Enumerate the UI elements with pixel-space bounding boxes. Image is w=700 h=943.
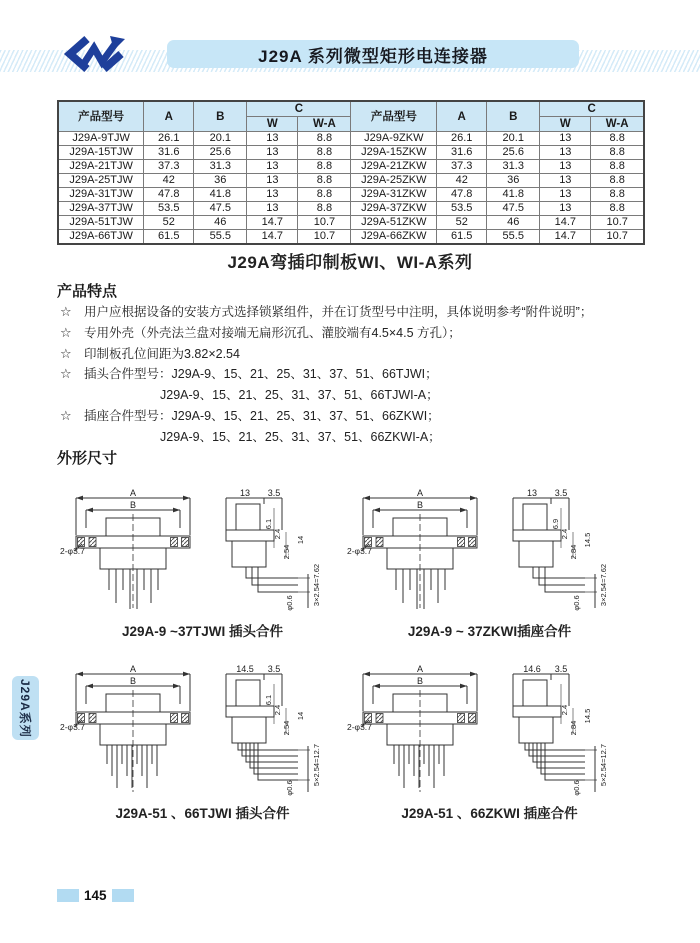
col-header-a: A bbox=[437, 101, 487, 132]
drawing-caption: J29A-51 、66TJWI 插头合件 bbox=[115, 806, 290, 821]
feature-item bbox=[60, 323, 660, 344]
table-row bbox=[58, 174, 644, 188]
drawing-zkwi-51-66 bbox=[347, 664, 632, 822]
cell: 8.8 bbox=[298, 160, 351, 174]
dimension-table-wrap bbox=[57, 100, 645, 245]
dim-s3-label: 2.84 bbox=[569, 720, 578, 736]
cell: 46 bbox=[194, 216, 247, 230]
feature-item bbox=[60, 302, 660, 323]
features-list bbox=[60, 302, 660, 448]
dim-top2-label: 3.5 bbox=[554, 664, 568, 674]
features-heading: 产品特点 bbox=[57, 283, 118, 300]
outline-dimensions-heading: 外形尺寸 bbox=[57, 450, 118, 467]
dim-hole-label: 2-φ3.7 bbox=[347, 546, 372, 556]
cell: 8.8 bbox=[298, 132, 351, 146]
star-bullet-icon: ☆ bbox=[60, 324, 72, 340]
cell: 8.8 bbox=[298, 202, 351, 216]
col-header-b: B bbox=[194, 101, 247, 132]
cell: 14.7 bbox=[247, 230, 298, 245]
dim-b-label: B bbox=[416, 676, 424, 686]
cell: 13 bbox=[247, 188, 298, 202]
cell: 8.8 bbox=[591, 188, 644, 202]
cell: J29A-9TJW bbox=[58, 132, 144, 146]
cell: J29A-15TJW bbox=[58, 146, 144, 160]
dim-top1-label: 14.6 bbox=[523, 664, 541, 674]
page-title-banner bbox=[167, 40, 579, 68]
dim-pin-label: φ0.6 bbox=[572, 595, 581, 611]
connector-outline-drawing bbox=[60, 488, 345, 616]
drawing-caption: J29A-9 ~ 37ZKWI插座合件 bbox=[407, 624, 572, 639]
cell: 14.7 bbox=[247, 216, 298, 230]
connector-outline-drawing bbox=[347, 664, 632, 798]
dim-a-label: A bbox=[416, 488, 424, 498]
cell: 52 bbox=[144, 216, 194, 230]
cell: 13 bbox=[540, 160, 591, 174]
dim-pitch-label: 5×2.54=12.7 bbox=[312, 743, 321, 787]
dim-top2-label: 3.5 bbox=[554, 488, 568, 498]
page-number: 145 bbox=[84, 888, 107, 903]
table-row bbox=[58, 230, 644, 245]
cell: 8.8 bbox=[591, 132, 644, 146]
dim-top2-label: 3.5 bbox=[267, 664, 281, 674]
page-number-block bbox=[57, 888, 134, 903]
cell: J29A-37TJW bbox=[58, 202, 144, 216]
dim-s3-label: 2.54 bbox=[282, 720, 291, 736]
cell: 31.6 bbox=[144, 146, 194, 160]
cell: 10.7 bbox=[298, 230, 351, 245]
table-row bbox=[58, 132, 644, 146]
cell: 13 bbox=[540, 146, 591, 160]
dim-s1-label: 6.1 bbox=[264, 518, 273, 530]
cell: 31.3 bbox=[194, 160, 247, 174]
dim-s2-label: 2.4 bbox=[560, 704, 569, 716]
col-header-a: A bbox=[144, 101, 194, 132]
cell: 55.5 bbox=[487, 230, 540, 245]
cell: 52 bbox=[437, 216, 487, 230]
cell: 31.6 bbox=[437, 146, 487, 160]
dim-a-label: A bbox=[129, 664, 137, 674]
dim-s4-label: 14 bbox=[296, 535, 305, 545]
cell: 47.5 bbox=[194, 202, 247, 216]
table-row bbox=[58, 216, 644, 230]
dim-b-label: B bbox=[416, 500, 424, 510]
cell: 41.8 bbox=[194, 188, 247, 202]
cell: 31.3 bbox=[487, 160, 540, 174]
col-header-wa: W-A bbox=[298, 117, 351, 132]
feature-text: J29A-9、15、21、25、31、37、51、66TJWI-A； bbox=[160, 388, 439, 403]
cell: 20.1 bbox=[194, 132, 247, 146]
feature-item bbox=[60, 364, 660, 385]
series-side-tab bbox=[12, 676, 39, 740]
cell: 13 bbox=[247, 132, 298, 146]
drawing-caption: J29A-51 、66ZKWI 插座合件 bbox=[401, 806, 578, 821]
cell: 26.1 bbox=[437, 132, 487, 146]
drawing-tjwi-51-66 bbox=[60, 664, 345, 822]
table-row bbox=[58, 146, 644, 160]
connector-outline-drawing bbox=[347, 488, 632, 616]
cell: 36 bbox=[487, 174, 540, 188]
feature-item-continuation bbox=[60, 427, 660, 448]
table-row bbox=[58, 160, 644, 174]
cell: 13 bbox=[247, 174, 298, 188]
cell: 25.6 bbox=[487, 146, 540, 160]
dim-top1-label: 13 bbox=[239, 488, 251, 498]
cell: 53.5 bbox=[437, 202, 487, 216]
dim-s4-label: 14.5 bbox=[583, 532, 592, 548]
col-header-c: C bbox=[540, 101, 644, 117]
dim-pin-label: φ0.6 bbox=[285, 780, 294, 796]
cell: 46 bbox=[487, 216, 540, 230]
cell: J29A-15ZKW bbox=[351, 146, 437, 160]
dim-pitch-label: 5×2.54=12.7 bbox=[599, 743, 608, 787]
page-number-left-bar bbox=[57, 889, 79, 902]
cell: 13 bbox=[247, 202, 298, 216]
cell: J29A-25ZKW bbox=[351, 174, 437, 188]
dim-s2-label: 2.4 bbox=[273, 704, 282, 716]
dim-s1-label: 6.9 bbox=[551, 518, 560, 530]
table-row bbox=[58, 202, 644, 216]
cell: 14.7 bbox=[540, 230, 591, 245]
feature-text: 插头合件型号：J29A-9、15、21、25、31、37、51、66TJWI； bbox=[84, 367, 438, 382]
cell: 14.7 bbox=[540, 216, 591, 230]
table-header-row bbox=[58, 101, 644, 117]
feature-text: 印制板孔位间距为3.82×2.54 bbox=[84, 346, 240, 361]
feature-text: 插座合件型号：J29A-9、15、21、25、31、37、51、66ZKWI； bbox=[84, 408, 440, 423]
cell: 10.7 bbox=[591, 216, 644, 230]
feature-text: 用户应根据设备的安装方式选择锁紧组件，并在订货型号中注明，具体说明参考“附件说明”； bbox=[84, 305, 593, 319]
cell: 8.8 bbox=[591, 202, 644, 216]
dim-s3-label: 2.84 bbox=[569, 544, 578, 560]
cell: 53.5 bbox=[144, 202, 194, 216]
page-number-right-bar bbox=[112, 889, 134, 902]
cell: 10.7 bbox=[298, 216, 351, 230]
dim-a-label: A bbox=[416, 664, 424, 674]
dim-a-label: A bbox=[129, 488, 137, 498]
drawing-caption: J29A-9 ~37TJWI 插头合件 bbox=[122, 624, 283, 639]
dim-hole-label: 2-φ3.7 bbox=[60, 546, 85, 556]
cell: 13 bbox=[540, 174, 591, 188]
cell: J29A-21TJW bbox=[58, 160, 144, 174]
cell: J29A-25TJW bbox=[58, 174, 144, 188]
cell: 36 bbox=[194, 174, 247, 188]
cell: 47.8 bbox=[437, 188, 487, 202]
cell: 26.1 bbox=[144, 132, 194, 146]
col-header-model: 产品型号 bbox=[58, 101, 144, 132]
dim-hole-label: 2-φ3.7 bbox=[60, 722, 85, 732]
cell: 8.8 bbox=[298, 174, 351, 188]
col-header-w: W bbox=[247, 117, 298, 132]
cell: 8.8 bbox=[298, 188, 351, 202]
cell: J29A-66TJW bbox=[58, 230, 144, 245]
cell: 47.5 bbox=[487, 202, 540, 216]
cell: 37.3 bbox=[144, 160, 194, 174]
cell: 8.8 bbox=[298, 146, 351, 160]
cell: 47.8 bbox=[144, 188, 194, 202]
dim-pitch-label: 3×2.54=7.62 bbox=[599, 563, 608, 607]
feature-item bbox=[60, 406, 660, 427]
dimension-table bbox=[57, 100, 645, 245]
cell: 13 bbox=[540, 132, 591, 146]
dim-b-label: B bbox=[129, 676, 137, 686]
cell: 13 bbox=[247, 146, 298, 160]
col-header-w: W bbox=[540, 117, 591, 132]
cell: 8.8 bbox=[591, 160, 644, 174]
dim-pin-label: φ0.6 bbox=[572, 780, 581, 796]
cell: J29A-51TJW bbox=[58, 216, 144, 230]
col-header-b: B bbox=[487, 101, 540, 132]
feature-item-continuation bbox=[60, 385, 660, 406]
cell: J29A-31TJW bbox=[58, 188, 144, 202]
cell: 25.6 bbox=[194, 146, 247, 160]
cell: 13 bbox=[247, 160, 298, 174]
dim-pin-label: φ0.6 bbox=[285, 595, 294, 611]
cell: 42 bbox=[437, 174, 487, 188]
cell: 41.8 bbox=[487, 188, 540, 202]
cell: J29A-66ZKW bbox=[351, 230, 437, 245]
cell: 20.1 bbox=[487, 132, 540, 146]
brand-logo-icon bbox=[62, 32, 128, 76]
dim-s4-label: 14 bbox=[296, 711, 305, 721]
col-header-c: C bbox=[247, 101, 351, 117]
cell: 13 bbox=[540, 188, 591, 202]
cell: 61.5 bbox=[437, 230, 487, 245]
cell: 10.7 bbox=[591, 230, 644, 245]
col-header-wa: W-A bbox=[591, 117, 644, 132]
cell: 8.8 bbox=[591, 174, 644, 188]
dim-s2-label: 2.4 bbox=[560, 528, 569, 540]
cell: 37.3 bbox=[437, 160, 487, 174]
star-bullet-icon: ☆ bbox=[60, 345, 72, 361]
feature-text: 专用外壳（外壳法兰盘对接端无扁形沉孔、灌胶端有4.5×4.5 方孔）； bbox=[84, 325, 461, 340]
series-section-title: J29A弯插印制板WI、WI-A系列 bbox=[227, 253, 473, 272]
drawing-zkwi-9-37 bbox=[347, 488, 632, 640]
dim-s3-label: 2.54 bbox=[282, 544, 291, 560]
dim-top2-label: 3.5 bbox=[267, 488, 281, 498]
dim-top1-label: 14.5 bbox=[236, 664, 254, 674]
col-header-model: 产品型号 bbox=[351, 101, 437, 132]
table-row bbox=[58, 188, 644, 202]
dim-s1-label: 6.1 bbox=[264, 694, 273, 706]
dim-top1-label: 13 bbox=[526, 488, 538, 498]
dim-s2-label: 2.4 bbox=[273, 528, 282, 540]
star-bullet-icon: ☆ bbox=[60, 407, 72, 423]
cell: J29A-37ZKW bbox=[351, 202, 437, 216]
series-side-tab-label: J29A系列 bbox=[18, 678, 32, 738]
cell: J29A-21ZKW bbox=[351, 160, 437, 174]
dim-b-label: B bbox=[129, 500, 137, 510]
feature-text: J29A-9、15、21、25、31、37、51、66ZKWI-A； bbox=[160, 429, 441, 444]
cell: J29A-31ZKW bbox=[351, 188, 437, 202]
drawing-tjwi-9-37 bbox=[60, 488, 345, 640]
star-bullet-icon: ☆ bbox=[60, 304, 72, 319]
dim-s4-label: 14.5 bbox=[583, 708, 592, 724]
connector-outline-drawing bbox=[60, 664, 345, 798]
cell: J29A-51ZKW bbox=[351, 216, 437, 230]
cell: J29A-9ZKW bbox=[351, 132, 437, 146]
dim-pitch-label: 3×2.54=7.62 bbox=[312, 563, 321, 607]
star-bullet-icon: ☆ bbox=[60, 366, 72, 382]
page-title: J29A 系列微型矩形电连接器 bbox=[258, 46, 488, 66]
feature-item bbox=[60, 344, 660, 365]
cell: 8.8 bbox=[591, 146, 644, 160]
cell: 55.5 bbox=[194, 230, 247, 245]
cell: 13 bbox=[540, 202, 591, 216]
cell: 61.5 bbox=[144, 230, 194, 245]
cell: 42 bbox=[144, 174, 194, 188]
dim-hole-label: 2-φ3.7 bbox=[347, 722, 372, 732]
